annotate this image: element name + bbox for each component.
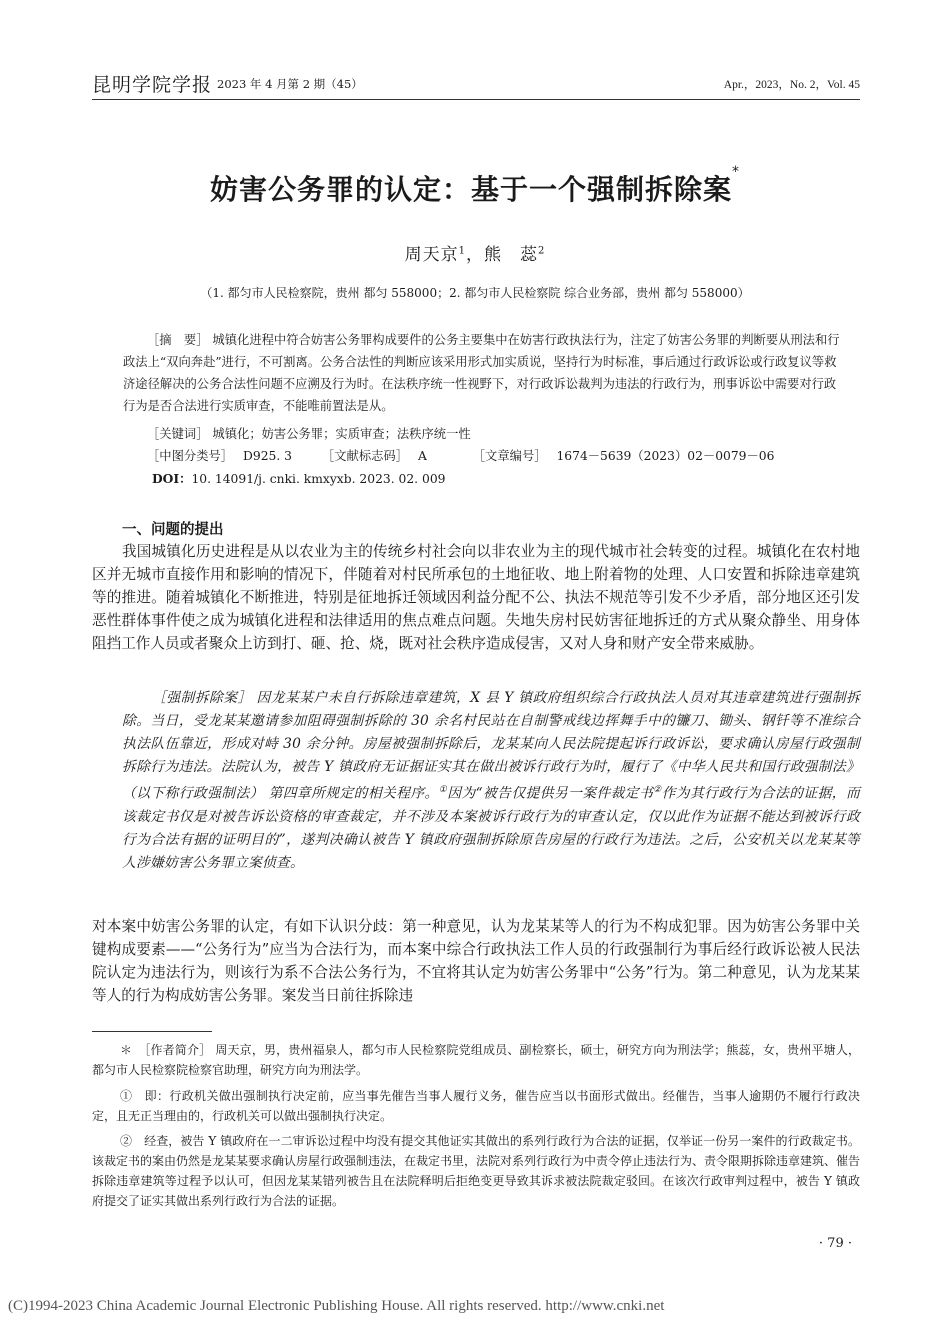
author-note: ＊ ［作者简介］ 周天京，男，贵州福泉人，都匀市人民检察院党组成员、副检察长，硕士，研究方向为刑法学；熊蕊，女，贵州平塘人，都匀市人民检察院检察官助理，研究方向为刑法学。 (92, 1043, 860, 1077)
page-number: · 79 · (818, 1236, 852, 1251)
abstract-text: 城镇化进程中符合妨害公务罪构成要件的公务主要集中在妨害行政执法行为，注定了妨害公务罪的判断要从刑法和行政法上“双向奔赴”进行，不可割离。公务合法性的判断应该采用形式加实质说，坚持行为时标准，事后通过行政诉讼或行政复议等救济途径解决的公务合法性问题不应溯及行为时。在法秩序统一性视野下，对行政诉讼裁判为违法的行政行为，刑事诉讼中需要对行政行为是否合法进行实质审查，不能唯前置法是从。 (123, 333, 840, 413)
footnote-ref-1: ① (438, 785, 448, 795)
affiliation: （1. 都匀市人民检察院，贵州 都匀 558000；2. 都匀市人民检察院 综合业务部，贵州 都匀 558000） (200, 286, 750, 300)
body-paragraph-2: 对本案中妨害公务罪的认定，有如下认识分歧：第一种意见，认为龙某某等人的行为不构成犯罪。因为妨害公务罪中关键构成要素——“公务行为”应当为合法行为，而本案中综合行政执法工作人员的行政强制行为事后经行政诉讼被人民法院认定为违法行为，则该行为系不合法公务行为，不宜将其认定为妨害公务罪中“公务”行为。第二种意见，认为龙某某等人的行为构成妨害公务罪。案发当日前往拆除违 (92, 918, 860, 1004)
section-heading: 一、问题的提出 (122, 522, 224, 538)
author-1: 周天京 (404, 245, 459, 265)
classification: ［中图分类号］ D925. 3 ［文献标志码］ A ［文章编号］ 1674－5639（2023）02－0079－06 (147, 449, 775, 463)
footnote-ref-2: ② (653, 785, 662, 795)
body-paragraph-1: 我国城镇化历史进程是从以农业为主的传统乡村社会向以非农业为主的现代城市社会转变的过程。城镇化在农村地区并无城市直接作用和影响的情况下，伴随着对村民所承包的土地征收、地上附着物的处理、人口安置和拆除违章建筑等的推进。随着城镇化不断推进，特别是征地拆迁领域因利益分配不公、执法不规范等引发不少矛盾，部分地区还引发恶性群体事件使之成为城镇化进程和法律适用的焦点难点问题。失地失房村民妨害征地拆迁的方式从聚众静坐、用身体阻挡工作人员或者聚众上访到打、砸、抢、烧，既对社会秩序造成侵害，又对人身和财产安全带来威胁。 (92, 543, 860, 652)
authors: 周天京$^1$，熊 蕊$^2$ (404, 245, 546, 265)
journal-name: 昆明学院学报 (92, 74, 213, 96)
footnote-2: ② 经查，被告 Y 镇政府在一二审诉讼过程中均没有提交其他证实其做出的系列行政行为合法的证据，仅举证一份另一案件的行政裁定书。该裁定书的案由仍然是龙某某要求确认房屋行政强制违法，在裁定书里，法院对系列行政行为中责令停止违法行为、责令限期拆除违章建筑、催告拆除违章建筑等过程予以认可，但因龙某某错列被告且在法院释明后拒绝变更导致其诉求被法院裁定驳回。在该次行政审判过程中，被告 Y 镇政府提交了证实其做出系列行政行为合法的证据。 (92, 1134, 861, 1208)
abstract-label: ［摘 要］ (147, 333, 209, 347)
title-footnote-mark: * (732, 164, 740, 180)
header-rule (92, 99, 860, 100)
case-description: ［强制拆除案］ 因龙某某户未自行拆除违章建筑，X 县 Y 镇政府组织综合行政执法人员对其违章建筑进行强制拆除。当日，受龙某某邀请参加阻碍强制拆除的 30 余名村民站在自制警戒线边挥舞手中的镰刀、锄头、钢钎等不准综合执法队伍靠近，形成对峙 30 余分钟。房屋被强制拆除后，龙某某向人民法院提起诉行政诉讼，要求确认房屋行政强制拆除行为违法。法院认为，被告 Y 镇政府无证据证实其在做出被诉行政行为时，履行了《中华人民共和国行政强制法》（以下称行政强制法） 第四章所规定的相关程序。①因为“被告仅提供另一案件裁定书②作为其行政行为合法的证据，而该裁定书仅是对被告诉讼资格的审查裁定，并不涉及本案被诉行政行为的审查认定，仅以此作为证据不能达到被诉行政行为合法有据的证明目的”，遂判决确认被告 Y 镇政府强制拆除原告房屋的行政行为违法。之后，公安机关以龙某某等人涉嫌妨害公务罪立案侦查。 (122, 690, 860, 871)
author-2: 熊 蕊 (484, 245, 538, 265)
keywords: ［关键词］ 城镇化；妨害公务罪；实质审查；法秩序统一性 (147, 427, 471, 441)
footnote-1: ① 即：行政机关做出强制执行决定前，应当事先催告当事人履行义务，催告应当以书面形式做出。经催告，当事人逾期仍不履行行政决定，且无正当理由的，行政机关可以做出强制执行决定。 (92, 1089, 860, 1123)
abstract (123, 329, 841, 417)
footnote-rule (92, 1031, 212, 1032)
copyright-notice: (C)1994-2023 China Academic Journal Electronic Publishing House. All rights reserved. http://www.cnki.net (8, 1298, 665, 1314)
issue-en: Apr.，2023，No. 2，Vol. 45 (723, 79, 860, 91)
article-title: 妨害公务罪的认定：基于一个强制拆除案* (209, 164, 740, 206)
doi: DOI：10. 14091/j. cnki. kmxyxb. 2023. 02. 009 (152, 471, 446, 486)
issue-cn: 2023 年 4 月第 2 期（45） (217, 77, 363, 91)
